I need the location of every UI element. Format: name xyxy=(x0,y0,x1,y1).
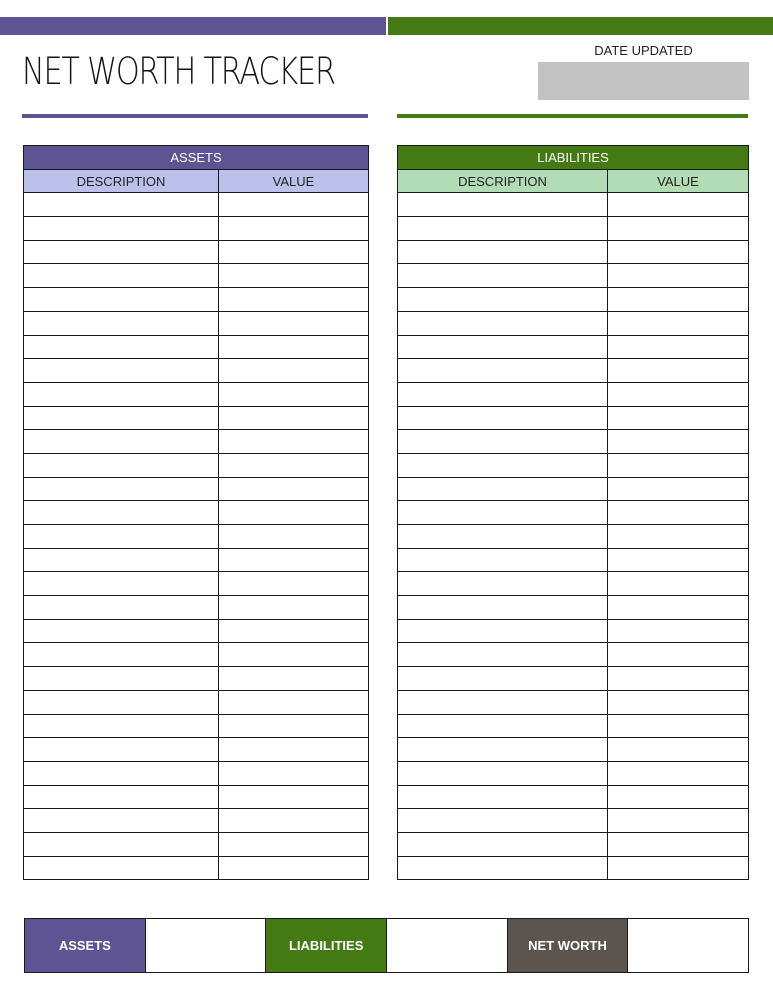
assets-description-cell[interactable] xyxy=(24,311,219,335)
table-row xyxy=(398,217,749,241)
liabilities-description-cell[interactable] xyxy=(398,596,608,620)
liabilities-description-cell[interactable] xyxy=(398,501,608,525)
table-row xyxy=(398,667,749,691)
assets-description-cell[interactable] xyxy=(24,809,219,833)
liabilities-description-cell[interactable] xyxy=(398,525,608,549)
liabilities-description-cell[interactable] xyxy=(398,430,608,454)
assets-description-cell[interactable] xyxy=(24,240,219,264)
table-row xyxy=(24,193,369,217)
date-updated-field[interactable] xyxy=(538,62,749,100)
liabilities-description-header: DESCRIPTION xyxy=(398,169,608,193)
assets-description-cell[interactable] xyxy=(24,501,219,525)
table-row xyxy=(24,667,369,691)
table-row xyxy=(398,809,749,833)
liabilities-description-cell[interactable] xyxy=(398,856,608,880)
assets-value-cell[interactable] xyxy=(219,738,369,762)
table-row xyxy=(24,548,369,572)
assets-value-cell[interactable] xyxy=(219,714,369,738)
table-row xyxy=(398,406,749,430)
liabilities-description-cell[interactable] xyxy=(398,240,608,264)
table-row xyxy=(398,240,749,264)
liabilities-description-cell[interactable] xyxy=(398,193,608,217)
table-row xyxy=(24,714,369,738)
assets-rows xyxy=(24,193,369,880)
assets-description-cell[interactable] xyxy=(24,406,219,430)
liabilities-description-cell[interactable] xyxy=(398,785,608,809)
liabilities-description-cell[interactable] xyxy=(398,264,608,288)
table-row xyxy=(24,453,369,477)
table-row xyxy=(398,548,749,572)
assets-value-cell[interactable] xyxy=(219,406,369,430)
summary-net-worth-label: NET WORTH xyxy=(508,919,629,972)
assets-value-cell[interactable] xyxy=(219,501,369,525)
liabilities-description-cell[interactable] xyxy=(398,667,608,691)
assets-description-cell[interactable] xyxy=(24,785,219,809)
liabilities-value-cell[interactable] xyxy=(608,856,749,880)
table-row xyxy=(24,572,369,596)
table-row xyxy=(398,761,749,785)
assets-description-cell[interactable] xyxy=(24,335,219,359)
liabilities-value-cell[interactable] xyxy=(608,240,749,264)
liabilities-value-cell[interactable] xyxy=(608,619,749,643)
table-row xyxy=(398,430,749,454)
table-row xyxy=(398,453,749,477)
assets-value-cell[interactable] xyxy=(219,690,369,714)
liabilities-table xyxy=(397,145,749,880)
liabilities-value-cell[interactable] xyxy=(608,572,749,596)
assets-description-cell[interactable] xyxy=(24,477,219,501)
assets-value-cell[interactable] xyxy=(219,264,369,288)
liabilities-value-cell[interactable] xyxy=(608,667,749,691)
table-row xyxy=(24,264,369,288)
assets-value-cell[interactable] xyxy=(219,596,369,620)
liabilities-value-cell[interactable] xyxy=(608,501,749,525)
liabilities-value-cell[interactable] xyxy=(608,525,749,549)
liabilities-value-cell[interactable] xyxy=(608,311,749,335)
liabilities-value-cell[interactable] xyxy=(608,264,749,288)
table-row xyxy=(24,832,369,856)
table-row xyxy=(24,406,369,430)
table-row xyxy=(24,738,369,762)
table-row xyxy=(398,382,749,406)
assets-description-cell[interactable] xyxy=(24,856,219,880)
table-row xyxy=(24,240,369,264)
liabilities-value-cell[interactable] xyxy=(608,785,749,809)
liabilities-description-cell[interactable] xyxy=(398,832,608,856)
assets-description-cell[interactable] xyxy=(24,761,219,785)
table-row xyxy=(398,335,749,359)
table-row xyxy=(24,382,369,406)
summary-assets-value[interactable] xyxy=(146,919,267,972)
summary-liabilities-label: LIABILITIES xyxy=(266,919,387,972)
liabilities-description-cell[interactable] xyxy=(398,548,608,572)
table-row xyxy=(24,335,369,359)
assets-description-cell[interactable] xyxy=(24,572,219,596)
assets-description-header: DESCRIPTION xyxy=(24,169,219,193)
table-row xyxy=(398,288,749,312)
liabilities-value-cell[interactable] xyxy=(608,217,749,241)
liabilities-value-cell[interactable] xyxy=(608,430,749,454)
liabilities-value-cell[interactable] xyxy=(608,714,749,738)
assets-description-cell[interactable] xyxy=(24,714,219,738)
assets-value-cell[interactable] xyxy=(219,548,369,572)
table-row xyxy=(24,596,369,620)
assets-value-cell[interactable] xyxy=(219,785,369,809)
assets-value-cell[interactable] xyxy=(219,217,369,241)
assets-description-cell[interactable] xyxy=(24,288,219,312)
liabilities-description-cell[interactable] xyxy=(398,738,608,762)
table-row xyxy=(398,785,749,809)
liabilities-value-cell[interactable] xyxy=(608,761,749,785)
liabilities-value-cell[interactable] xyxy=(608,548,749,572)
assets-description-cell[interactable] xyxy=(24,667,219,691)
table-row xyxy=(24,501,369,525)
table-row xyxy=(398,572,749,596)
assets-value-cell[interactable] xyxy=(219,832,369,856)
assets-description-cell[interactable] xyxy=(24,738,219,762)
assets-description-cell[interactable] xyxy=(24,430,219,454)
table-row xyxy=(24,477,369,501)
liabilities-description-cell[interactable] xyxy=(398,619,608,643)
assets-value-cell[interactable] xyxy=(219,359,369,383)
assets-table-title: ASSETS xyxy=(24,146,369,170)
liabilities-value-cell[interactable] xyxy=(608,406,749,430)
table-row xyxy=(398,690,749,714)
liabilities-description-cell[interactable] xyxy=(398,406,608,430)
table-row xyxy=(398,193,749,217)
liabilities-description-cell[interactable] xyxy=(398,382,608,406)
table-row xyxy=(398,856,749,880)
liabilities-value-cell[interactable] xyxy=(608,453,749,477)
summary-liabilities-value[interactable] xyxy=(387,919,508,972)
assets-description-cell[interactable] xyxy=(24,619,219,643)
liabilities-value-cell[interactable] xyxy=(608,288,749,312)
liabilities-value-header: VALUE xyxy=(608,169,749,193)
liabilities-value-cell[interactable] xyxy=(608,335,749,359)
table-row xyxy=(24,690,369,714)
table-row xyxy=(398,477,749,501)
liabilities-description-cell[interactable] xyxy=(398,714,608,738)
date-updated-label: DATE UPDATED xyxy=(594,43,693,58)
table-row xyxy=(398,643,749,667)
assets-description-cell[interactable] xyxy=(24,217,219,241)
liabilities-description-cell[interactable] xyxy=(398,477,608,501)
table-row xyxy=(24,785,369,809)
table-row xyxy=(24,809,369,833)
assets-description-cell[interactable] xyxy=(24,359,219,383)
assets-description-cell[interactable] xyxy=(24,382,219,406)
assets-value-cell[interactable] xyxy=(219,453,369,477)
assets-value-cell[interactable] xyxy=(219,667,369,691)
liabilities-value-cell[interactable] xyxy=(608,596,749,620)
assets-description-cell[interactable] xyxy=(24,525,219,549)
assets-value-cell[interactable] xyxy=(219,856,369,880)
liabilities-description-cell[interactable] xyxy=(398,359,608,383)
table-row xyxy=(24,430,369,454)
liabilities-description-cell[interactable] xyxy=(398,809,608,833)
assets-table xyxy=(23,145,369,880)
assets-value-cell[interactable] xyxy=(219,619,369,643)
liabilities-description-cell[interactable] xyxy=(398,453,608,477)
summary-bar xyxy=(24,918,749,973)
top-accent-bar-assets xyxy=(0,17,386,35)
assets-description-cell[interactable] xyxy=(24,643,219,667)
liabilities-value-cell[interactable] xyxy=(608,738,749,762)
liabilities-description-cell[interactable] xyxy=(398,288,608,312)
assets-description-cell[interactable] xyxy=(24,596,219,620)
assets-value-cell[interactable] xyxy=(219,382,369,406)
liabilities-value-cell[interactable] xyxy=(608,690,749,714)
liabilities-value-cell[interactable] xyxy=(608,359,749,383)
assets-value-cell[interactable] xyxy=(219,240,369,264)
assets-value-cell[interactable] xyxy=(219,193,369,217)
liabilities-description-cell[interactable] xyxy=(398,572,608,596)
liabilities-value-cell[interactable] xyxy=(608,382,749,406)
table-row xyxy=(398,311,749,335)
summary-assets-label: ASSETS xyxy=(25,919,146,972)
assets-value-header: VALUE xyxy=(219,169,369,193)
table-row xyxy=(398,619,749,643)
liabilities-description-cell[interactable] xyxy=(398,311,608,335)
liabilities-description-cell[interactable] xyxy=(398,690,608,714)
table-row xyxy=(24,856,369,880)
assets-description-cell[interactable] xyxy=(24,453,219,477)
liabilities-description-cell[interactable] xyxy=(398,643,608,667)
liabilities-divider xyxy=(397,114,748,118)
assets-value-cell[interactable] xyxy=(219,643,369,667)
liabilities-description-cell[interactable] xyxy=(398,761,608,785)
assets-value-cell[interactable] xyxy=(219,572,369,596)
assets-value-cell[interactable] xyxy=(219,525,369,549)
assets-value-cell[interactable] xyxy=(219,335,369,359)
table-row xyxy=(398,264,749,288)
assets-divider xyxy=(22,114,368,118)
table-row xyxy=(398,714,749,738)
table-row xyxy=(24,288,369,312)
table-row xyxy=(398,525,749,549)
liabilities-rows xyxy=(398,193,749,880)
liabilities-description-cell[interactable] xyxy=(398,335,608,359)
assets-description-cell[interactable] xyxy=(24,690,219,714)
table-row xyxy=(398,359,749,383)
table-row xyxy=(24,619,369,643)
table-row xyxy=(24,643,369,667)
assets-value-cell[interactable] xyxy=(219,311,369,335)
table-row xyxy=(24,311,369,335)
table-row xyxy=(24,359,369,383)
liabilities-value-cell[interactable] xyxy=(608,832,749,856)
assets-value-cell[interactable] xyxy=(219,809,369,833)
assets-value-cell[interactable] xyxy=(219,288,369,312)
assets-description-cell[interactable] xyxy=(24,264,219,288)
assets-description-cell[interactable] xyxy=(24,832,219,856)
page-title: NET WORTH TRACKER xyxy=(22,50,335,93)
assets-description-cell[interactable] xyxy=(24,548,219,572)
liabilities-value-cell[interactable] xyxy=(608,809,749,833)
table-row xyxy=(24,761,369,785)
liabilities-value-cell[interactable] xyxy=(608,643,749,667)
top-accent-bar-liabilities xyxy=(388,17,773,35)
assets-value-cell[interactable] xyxy=(219,430,369,454)
liabilities-table-title: LIABILITIES xyxy=(398,146,749,170)
liabilities-description-cell[interactable] xyxy=(398,217,608,241)
summary-net-worth-value[interactable] xyxy=(628,919,748,972)
assets-value-cell[interactable] xyxy=(219,477,369,501)
table-row xyxy=(24,525,369,549)
table-row xyxy=(398,596,749,620)
liabilities-value-cell[interactable] xyxy=(608,193,749,217)
assets-description-cell[interactable] xyxy=(24,193,219,217)
liabilities-value-cell[interactable] xyxy=(608,477,749,501)
assets-value-cell[interactable] xyxy=(219,761,369,785)
table-row xyxy=(398,501,749,525)
table-row xyxy=(24,217,369,241)
table-row xyxy=(398,738,749,762)
table-row xyxy=(398,832,749,856)
